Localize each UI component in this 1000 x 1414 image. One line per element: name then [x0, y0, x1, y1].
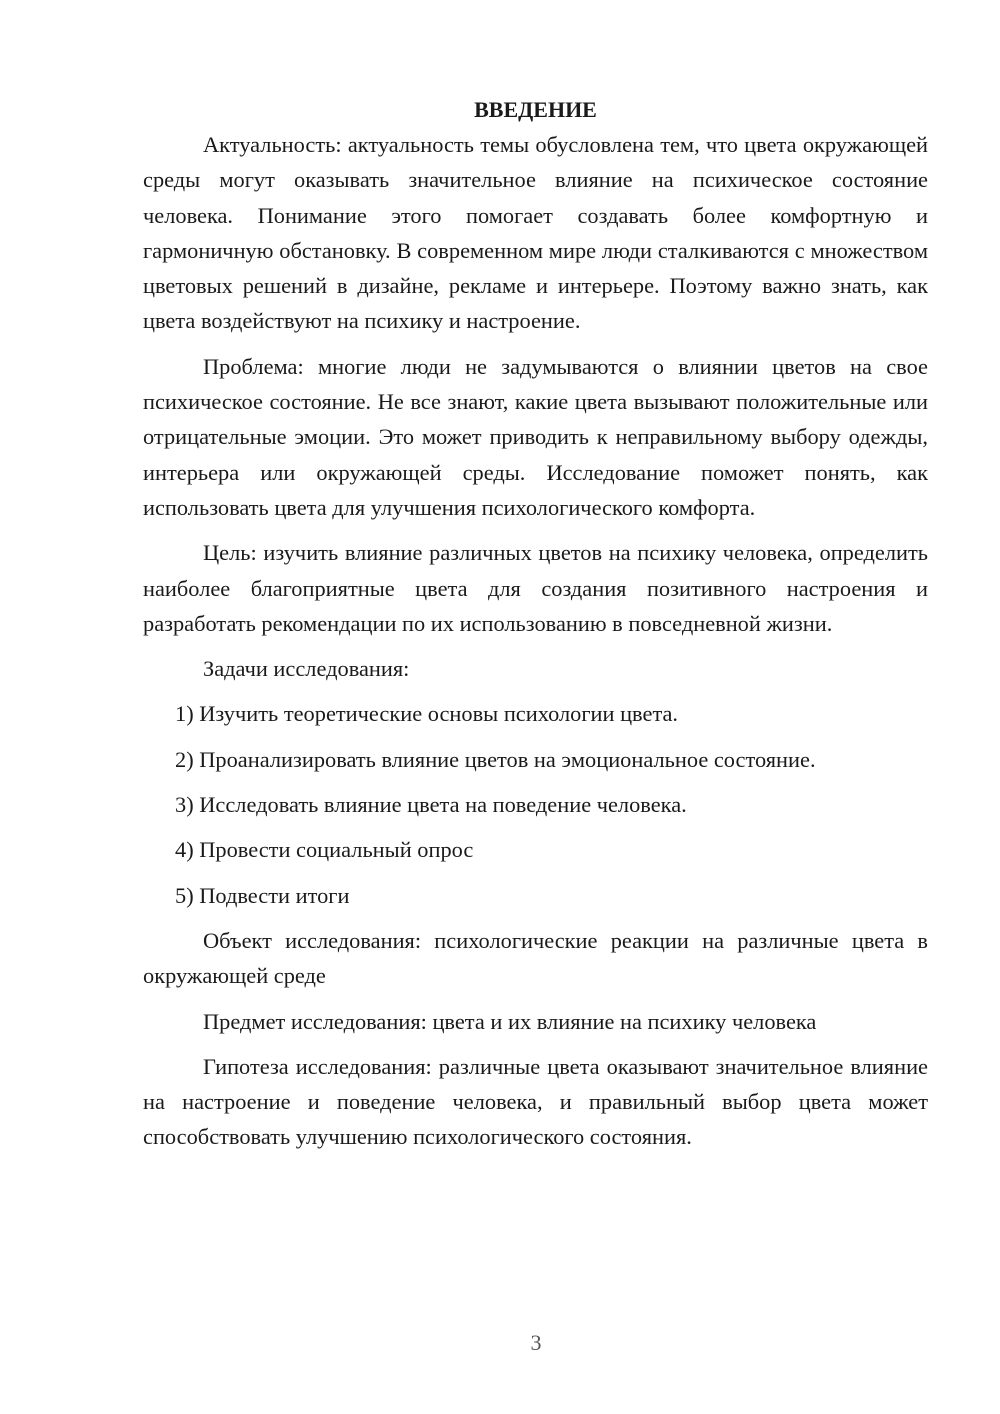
list-item: 1) Изучить теоретические основы психологии цвета.	[175, 701, 679, 727]
hypothesis-paragraph: Гипотеза исследования: различные цвета оказывают значительное влияние на настроение и поведение человека, и правильный выбор цвета может способствовать улучшению психологического состояния.	[143, 1053, 928, 1150]
object-paragraph: Объект исследования: психологические реакции на различные цвета в окружающей среде	[143, 927, 928, 989]
subject-paragraph: Предмет исследования: цвета и их влияние на психику человека	[203, 1008, 817, 1034]
page-title: ВВЕДЕНИЕ	[474, 97, 597, 122]
list-item: 4) Провести социальный опрос	[175, 837, 474, 863]
problem-paragraph: Проблема: многие люди не задумываются о влиянии цветов на свое психическое состояние. Не все знают, какие цвета вызывают положительные или отрицательные эмоции. Это может приводить к неправильному выбору одежды, интерьера или окружающей среды. Исследование поможет понять, как использовать цвета для улучшения психологического комфорта.	[143, 353, 928, 520]
list-item: 2) Проанализировать влияние цветов на эмоциональное состояние.	[175, 746, 816, 772]
relevance-paragraph: Актуальность: актуальность темы обусловлена тем, что цвета окружающей среды могут оказывать значительное влияние на психическое состояние человека. Понимание этого помогает создавать более комфортную и гармоничную обстановку. В современном мире люди сталкиваются с множеством цветовых решений в дизайне, рекламе и интерьере. Поэтому важно знать, как цвета воздействуют на психику и настроение.	[143, 132, 928, 334]
page-number: 3	[530, 1330, 542, 1355]
goal-paragraph: Цель: изучить влияние различных цветов на психику человека, определить наиболее благоприятные цвета для создания позитивного настроения и разработать рекомендации по их использованию в повседневной жизни.	[143, 540, 928, 636]
tasks-list	[143, 696, 928, 912]
document-page	[143, 92, 928, 1155]
tasks-heading: Задачи исследования:	[203, 656, 410, 682]
list-item: 3) Исследовать влияние цвета на поведение человека.	[175, 792, 687, 818]
list-item: 5) Подвести итоги	[175, 882, 350, 908]
